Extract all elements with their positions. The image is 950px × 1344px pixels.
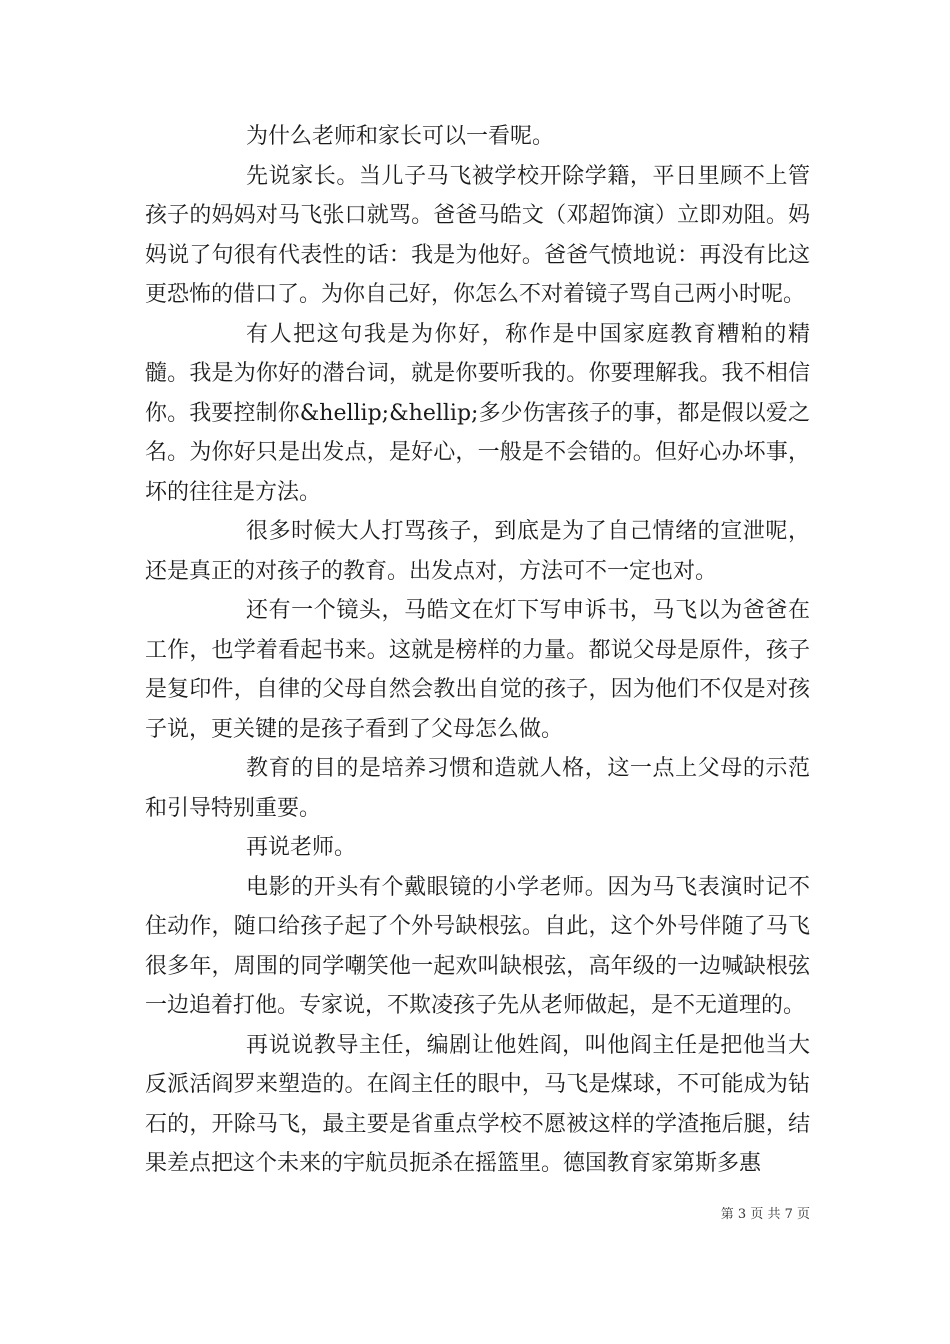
paragraph: 为什么老师和家长可以一看呢。 bbox=[246, 124, 555, 149]
paragraph: 很多时候大人打骂孩子，到底是为了自己情绪的宣泄呢，还是真正的对孩子的教育。出发点对，方法可不一定也对。 bbox=[145, 519, 810, 584]
paragraph: 电影的开头有个戴眼镜的小学老师。因为马飞表演时记不住动作，随口给孩子起了个外号缺根弦。自此，这个外号伴随了马飞很多年，周围的同学嘲笑他一起欢叫缺根弦，高年级的一边喊缺根弦一边追着打他。专家说，不欺凌孩子先从老师做起，是不无道理的。 bbox=[145, 874, 810, 1018]
paragraph: 再说说教导主任，编剧让他姓阎，叫他阎主任是把他当大反派活阎罗来塑造的。在阎主任的眼中，马飞是煤球，不可能成为钻石的，开除马飞，最主要是省重点学校不愿被这样的学渣拖后腿，结果差点把这个未来的宇航员扼杀在摇篮里。德国教育家第斯多惠 bbox=[145, 1032, 810, 1176]
page-number-footer: 第 3 页 共 7 页 bbox=[720, 1207, 810, 1222]
paragraph: 教育的目的是培养习惯和造就人格，这一点上父母的示范和引导特别重要。 bbox=[145, 756, 810, 821]
paragraph: 有人把这句我是为你好，称作是中国家庭教育糟粕的精髓。我是为你好的潜台词，就是你要听我的。你要理解我。我不相信你。我要控制你&hellip;&hellip;多少伤害孩子的事，都是假以爱之名。为你好只是出发点，是好心，一般是不会错的。但好心办坏事，坏的往往是方法。 bbox=[145, 321, 810, 505]
paragraph: 还有一个镜头，马皓文在灯下写申诉书，马飞以为爸爸在工作，也学着看起书来。这就是榜样的力量。都说父母是原件，孩子是复印件，自律的父母自然会教出自觉的孩子，因为他们不仅是对孩子说，更关键的是孩子看到了父母怎么做。 bbox=[145, 598, 810, 742]
document-body bbox=[145, 117, 810, 1184]
paragraph: 先说家长。当儿子马飞被学校开除学籍，平日里顾不上管孩子的妈妈对马飞张口就骂。爸爸马皓文（邓超饰演）立即劝阻。妈妈说了句很有代表性的话：我是为他好。爸爸气愤地说：再没有比这更恐怖的借口了。为你自己好，你怎么不对着镜子骂自己两小时呢。 bbox=[145, 163, 810, 307]
paragraph: 再说老师。 bbox=[246, 835, 357, 860]
